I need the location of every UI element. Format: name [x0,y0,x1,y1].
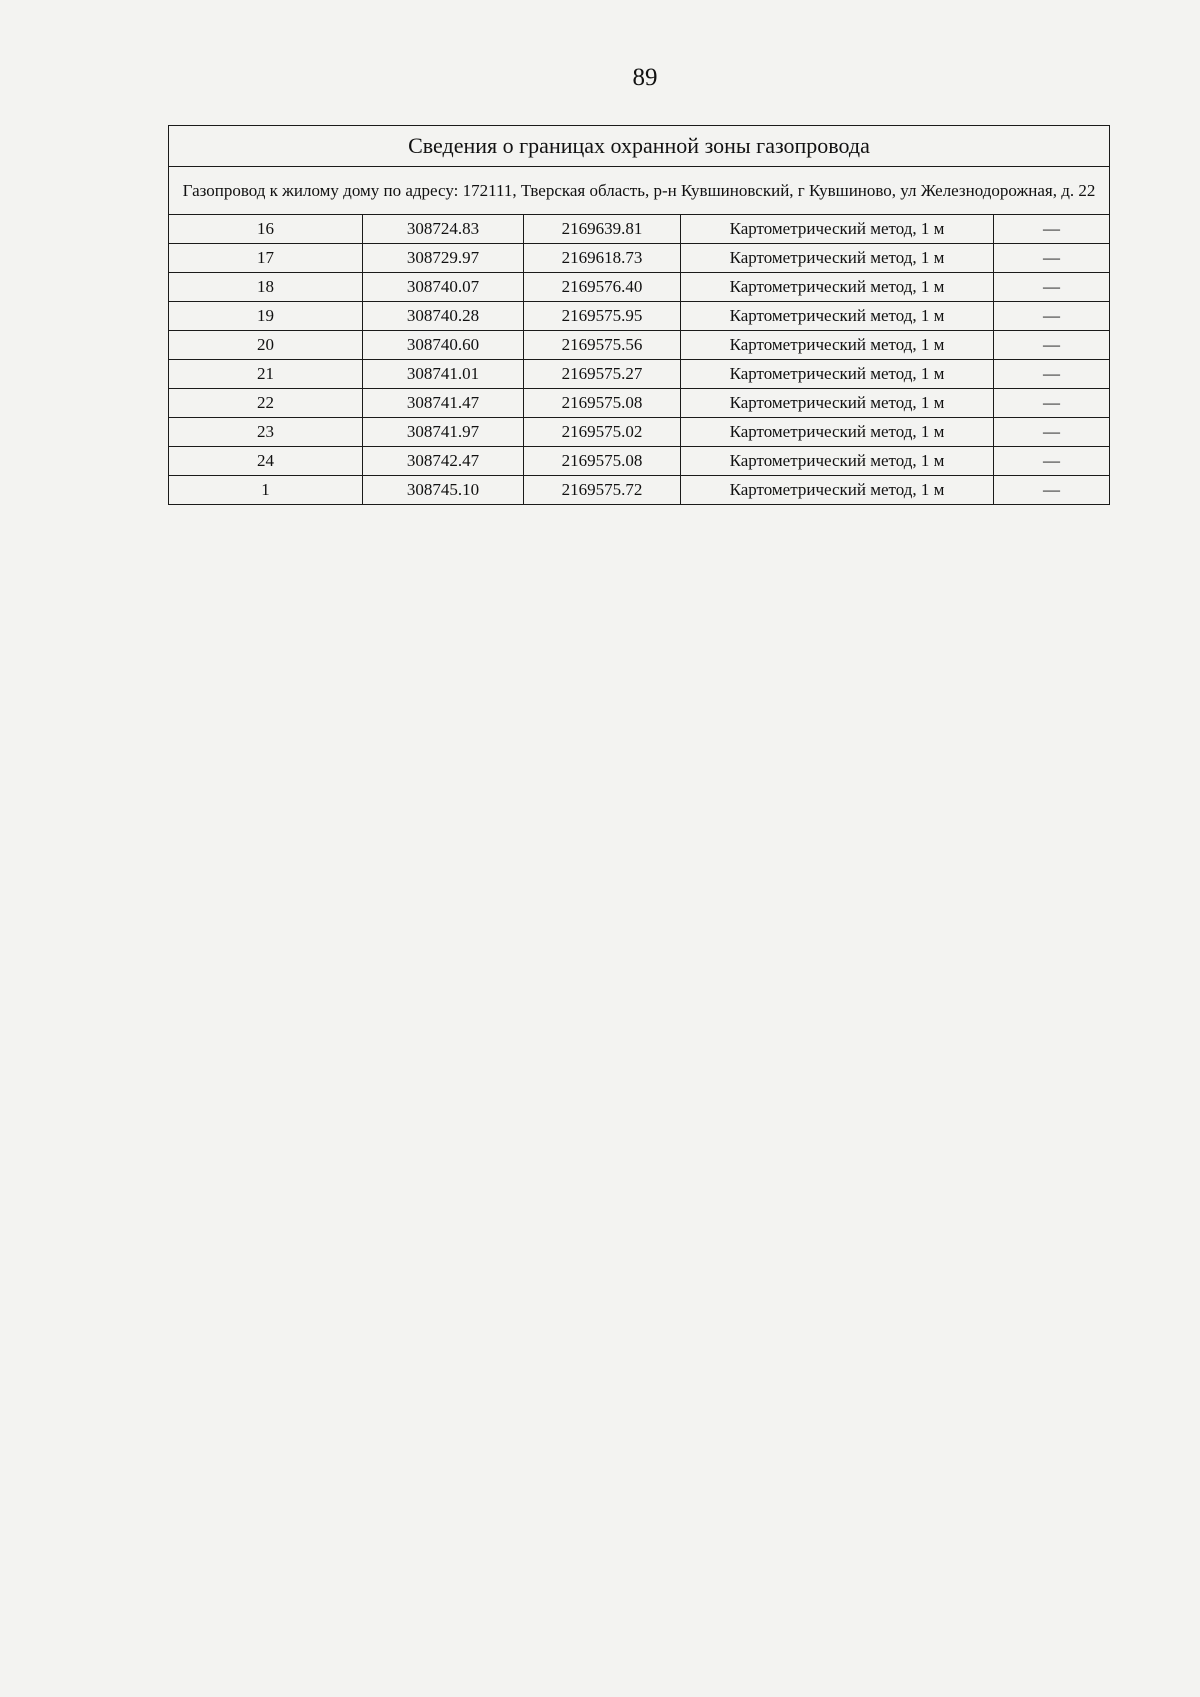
note-cell: — [994,418,1110,447]
method-cell: Картометрический метод, 1 м [681,476,994,505]
point-number-cell: 23 [169,418,363,447]
note-cell: — [994,389,1110,418]
x-coordinate-cell: 308740.60 [363,331,524,360]
table-row [169,447,1110,476]
method-cell: Картометрический метод, 1 м [681,389,994,418]
method-cell: Картометрический метод, 1 м [681,244,994,273]
table-row [169,302,1110,331]
method-cell: Картометрический метод, 1 м [681,215,994,244]
y-coordinate-cell: 2169575.27 [524,360,681,389]
method-cell: Картометрический метод, 1 м [681,447,994,476]
x-coordinate-cell: 308724.83 [363,215,524,244]
x-coordinate-cell: 308740.28 [363,302,524,331]
y-coordinate-cell: 2169575.02 [524,418,681,447]
point-number-cell: 22 [169,389,363,418]
boundary-coordinates-table [168,125,1110,505]
y-coordinate-cell: 2169618.73 [524,244,681,273]
note-cell: — [994,273,1110,302]
x-coordinate-cell: 308742.47 [363,447,524,476]
method-cell: Картометрический метод, 1 м [681,360,994,389]
y-coordinate-cell: 2169575.08 [524,389,681,418]
x-coordinate-cell: 308741.97 [363,418,524,447]
y-coordinate-cell: 2169575.56 [524,331,681,360]
table-row [169,360,1110,389]
note-cell: — [994,360,1110,389]
note-cell: — [994,302,1110,331]
y-coordinate-cell: 2169639.81 [524,215,681,244]
note-cell: — [994,215,1110,244]
table-title: Сведения о границах охранной зоны газопровода [169,126,1110,167]
point-number-cell: 21 [169,360,363,389]
table-row [169,476,1110,505]
table-address: Газопровод к жилому дому по адресу: 172111, Тверская область, р-н Кувшиновский, г Кувшиново, ул Железнодорожная, д. 22 [169,167,1110,215]
x-coordinate-cell: 308741.01 [363,360,524,389]
x-coordinate-cell: 308729.97 [363,244,524,273]
table-row [169,244,1110,273]
point-number-cell: 16 [169,215,363,244]
note-cell: — [994,244,1110,273]
point-number-cell: 1 [169,476,363,505]
point-number-cell: 18 [169,273,363,302]
method-cell: Картометрический метод, 1 м [681,331,994,360]
method-cell: Картометрический метод, 1 м [681,302,994,331]
point-number-cell: 20 [169,331,363,360]
x-coordinate-cell: 308745.10 [363,476,524,505]
table-row [169,389,1110,418]
y-coordinate-cell: 2169575.08 [524,447,681,476]
x-coordinate-cell: 308740.07 [363,273,524,302]
note-cell: — [994,447,1110,476]
table-row [169,418,1110,447]
table-row [169,273,1110,302]
table-row [169,215,1110,244]
y-coordinate-cell: 2169576.40 [524,273,681,302]
point-number-cell: 19 [169,302,363,331]
table-row [169,331,1110,360]
x-coordinate-cell: 308741.47 [363,389,524,418]
method-cell: Картометрический метод, 1 м [681,273,994,302]
point-number-cell: 24 [169,447,363,476]
point-number-cell: 17 [169,244,363,273]
y-coordinate-cell: 2169575.72 [524,476,681,505]
y-coordinate-cell: 2169575.95 [524,302,681,331]
note-cell: — [994,476,1110,505]
note-cell: — [994,331,1110,360]
page-number: 89 [632,64,658,91]
method-cell: Картометрический метод, 1 м [681,418,994,447]
